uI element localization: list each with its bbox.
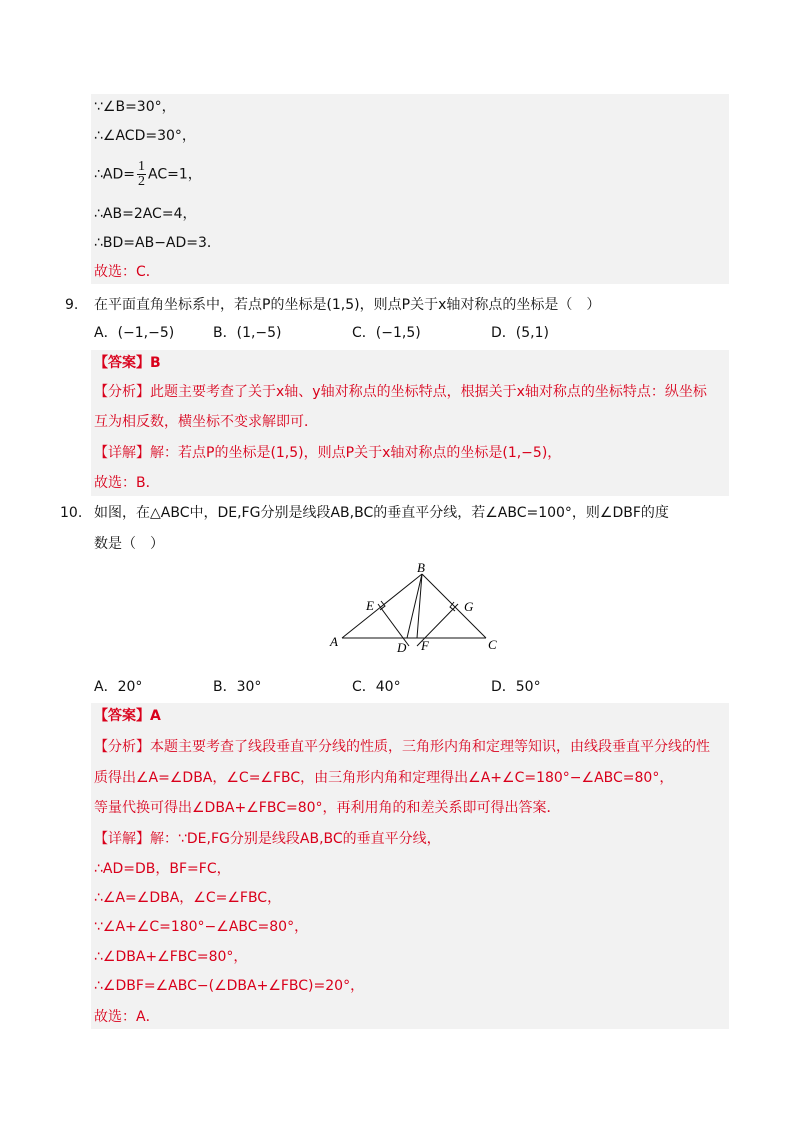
q9-answer: 【答案】B [94, 355, 161, 371]
question-10-text-line-2: 数是（ ） [94, 536, 164, 552]
question-9-text: 在平面直角坐标系中，若点P的坐标是(1,5)，则点P关于x轴对称点的坐标是（ ） [94, 297, 601, 313]
label-c: C [488, 637, 497, 652]
triangle-figure [325, 560, 505, 655]
q9-analysis-line-1: 【分析】此题主要考查了关于x轴、y轴对称点的坐标特点，根据关于x轴对称点的坐标特点：纵坐标 [94, 384, 707, 400]
q9-option-a[interactable]: A．(−1,−5) [94, 325, 175, 341]
sol8-line-3 [94, 160, 202, 189]
q9-detail: 【详解】解：若点P的坐标是(1,5)，则点P关于x轴对称点的坐标是(1,−5)， [94, 445, 562, 461]
question-10-number: 10. [60, 505, 83, 521]
fraction-half [137, 160, 146, 189]
segment-ab [342, 574, 422, 638]
label-a: A [330, 634, 338, 649]
sol8-line-1: ∵∠B=30°， [94, 99, 176, 115]
sol8-line-3-post: AC=1， [148, 166, 202, 183]
sol8-line-4: ∴AB=2AC=4， [94, 206, 197, 222]
q9-choice: 故选：B． [94, 475, 160, 491]
q10-option-a[interactable]: A．20° [94, 679, 143, 695]
label-e: E [366, 598, 374, 613]
q10-answer: 【答案】A [94, 708, 161, 724]
q9-analysis-line-2: 互为相反数，横坐标不变求解即可． [94, 414, 318, 430]
sol8-line-5: ∴BD=AB−AD=3． [94, 235, 221, 251]
segment-bc [422, 574, 486, 638]
q10-analysis-line-1: 【分析】本题主要考查了线段垂直平分线的性质，三角形内角和定理等知识，由线段垂直平分线的性 [94, 739, 710, 755]
q9-option-d[interactable]: D．(5,1) [491, 325, 549, 341]
q10-detail-line-2: ∴AD=DB，BF=FC， [94, 861, 231, 877]
q10-detail-line-4: ∵∠A+∠C=180°−∠ABC=80°， [94, 919, 309, 935]
solution-8-panel [91, 94, 729, 284]
sol8-choice: 故选：C． [94, 264, 160, 280]
fraction-numerator: 1 [138, 159, 145, 174]
q10-detail-line-3: ∴∠A=∠DBA，∠C=∠FBC， [94, 890, 282, 906]
q9-option-c[interactable]: C．(−1,5) [352, 325, 421, 341]
label-g: G [464, 599, 474, 614]
q10-option-c[interactable]: C．40° [352, 679, 401, 695]
fraction-denominator: 2 [138, 174, 145, 189]
label-b: B [417, 560, 425, 575]
q10-detail-line-5: ∴∠DBA+∠FBC=80°， [94, 949, 248, 965]
question-9-number: 9. [65, 297, 79, 313]
q10-option-b[interactable]: B．30° [213, 679, 262, 695]
q10-detail-line-1-text: 【详解】解：∵DE,FG分别是线段AB,BC的垂直平分线， [94, 831, 441, 847]
sol8-line-3-pre: ∴AD= [94, 166, 135, 183]
sol8-line-2: ∴∠ACD=30°， [94, 128, 196, 144]
q10-detail-line-6: ∴∠DBF=∠ABC−(∠DBA+∠FBC)=20°， [94, 978, 365, 994]
label-d: D [397, 640, 407, 655]
q10-detail-line-1 [94, 829, 441, 849]
question-10-text-line-1: 如图，在△ABC中，DE,FG分别是线段AB,BC的垂直平分线，若∠ABC=100°，则∠DBF的度 [94, 505, 669, 521]
q10-option-d[interactable]: D．50° [491, 679, 541, 695]
q10-analysis-line-2: 质得出∠A=∠DBA，∠C=∠FBC，由三角形内角和定理得出∠A+∠C=180°−∠ABC=80°， [94, 770, 674, 786]
q9-option-b[interactable]: B．(1,−5) [213, 325, 282, 341]
q10-analysis-line-3: 等量代换可得出∠DBA+∠FBC=80°，再利用角的和差关系即可得出答案． [94, 800, 561, 816]
q10-choice: 故选：A． [94, 1009, 160, 1025]
label-f: F [421, 638, 429, 653]
